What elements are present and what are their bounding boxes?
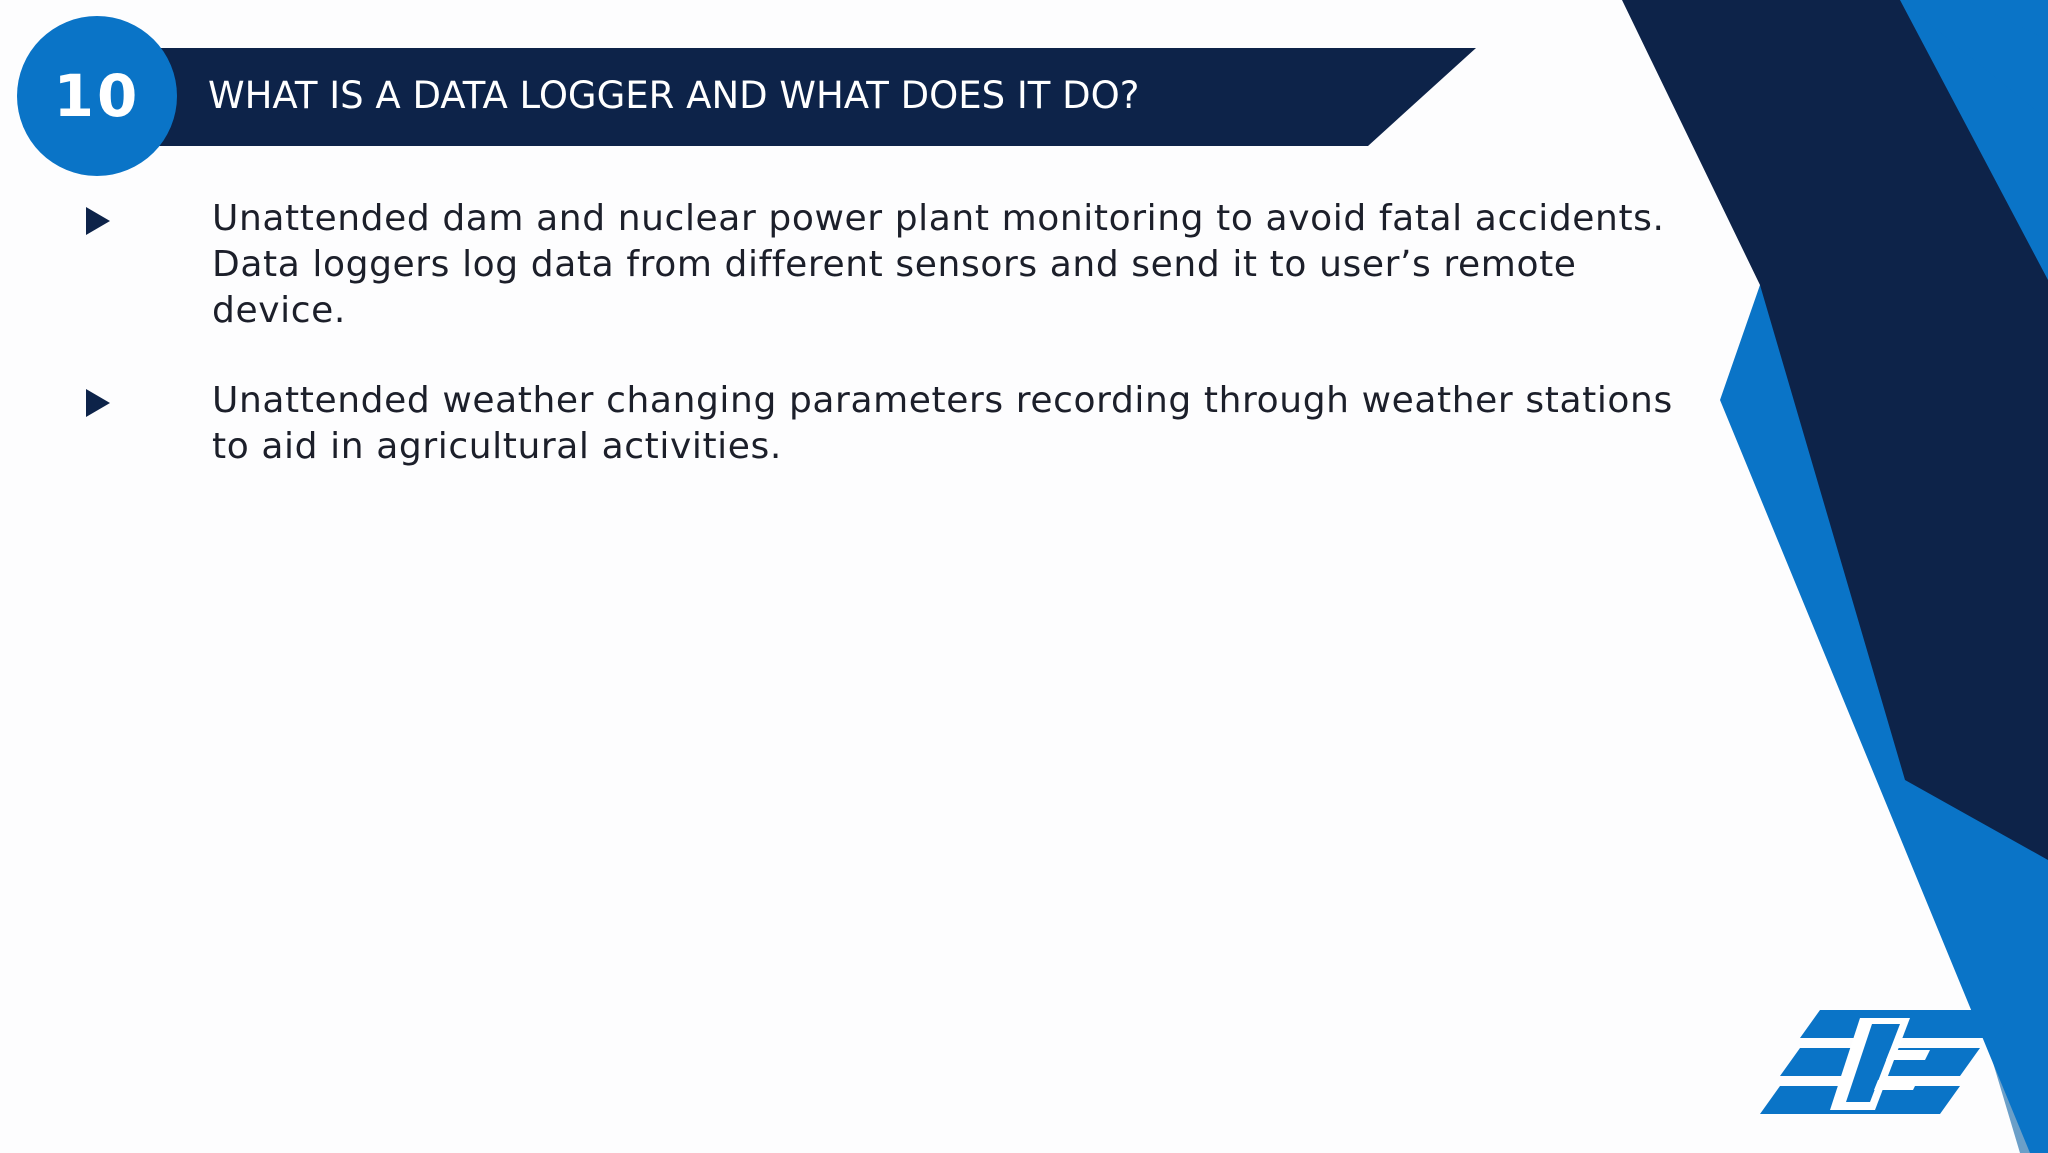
company-logo — [1760, 1010, 2015, 1120]
slide-number-badge: 10 — [17, 16, 177, 176]
bullet-item — [80, 378, 1680, 470]
bullet-text: Unattended dam and nuclear power plant monitoring to avoid fatal accidents. Data loggers log data from different sensors and send it to user’s remote device. — [212, 198, 1665, 331]
slide-title: WHAT IS A DATA LOGGER AND WHAT DOES IT DO? — [208, 74, 1140, 117]
bullet-item — [80, 196, 1680, 334]
bullet-list — [80, 196, 1680, 514]
triangle-right-icon — [86, 207, 110, 235]
triangle-right-icon — [86, 389, 110, 417]
bullet-text: Unattended weather changing parameters recording through weather stations to aid in agricultural activities. — [212, 380, 1673, 467]
